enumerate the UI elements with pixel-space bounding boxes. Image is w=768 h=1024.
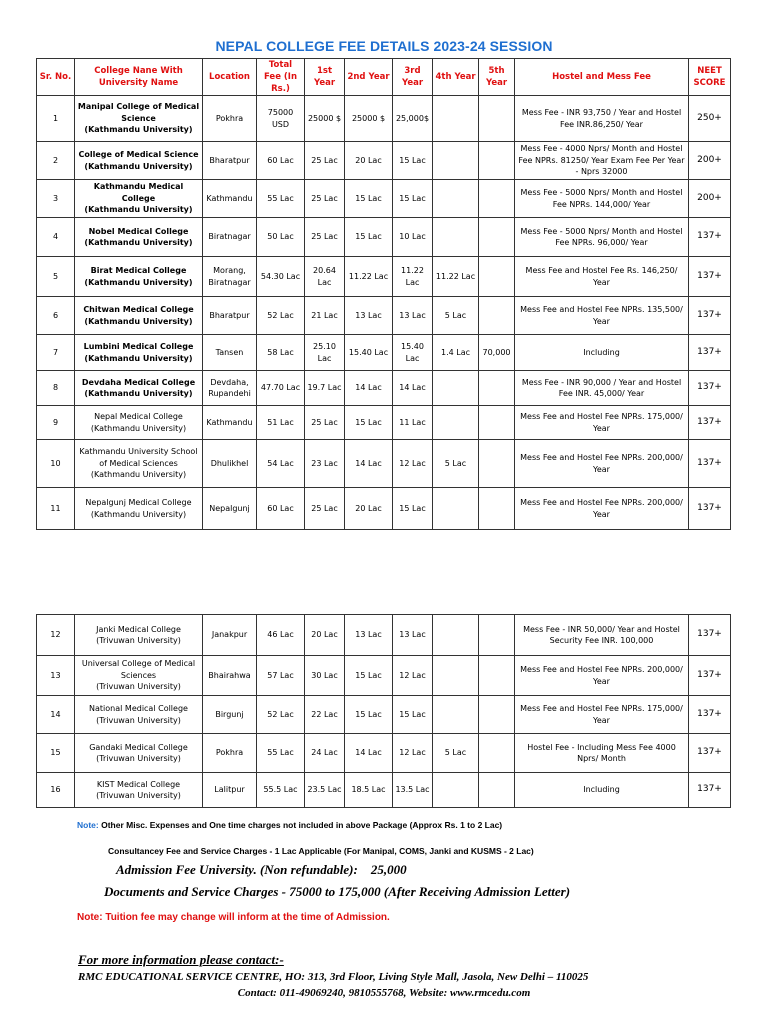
year1-cell: 23 Lac [305, 440, 345, 488]
hostel-fee-cell: Mess Fee and Hostel Fee NPRs. 200,000/ Year [515, 656, 689, 696]
table-row [37, 297, 731, 335]
university-name: (Kathmandu University) [84, 205, 193, 215]
college-name: Janki Medical College [96, 624, 181, 634]
total-fee-cell: 55.5 Lac [257, 773, 305, 808]
note-text: Other Misc. Expenses and One time charges not included in above Package (Approx Rs. 1 to 2 Lac) [101, 820, 503, 830]
year5-cell [479, 696, 515, 734]
university-name: (Trivuwan University) [96, 715, 181, 725]
college-name: Nobel Medical College [88, 226, 189, 236]
total-fee-cell: 50 Lac [257, 218, 305, 257]
header-total: Total Fee (In Rs.) [257, 59, 305, 96]
year5-cell [479, 96, 515, 142]
location-cell: Pokhra [203, 734, 257, 773]
table-row [37, 734, 731, 773]
college-name: Birat Medical College [90, 266, 187, 275]
table-row [37, 218, 731, 257]
university-name: (Trivuwan University) [96, 791, 181, 800]
year4-cell: 11.22 Lac [433, 257, 479, 297]
year3-cell: 25,000$ [393, 96, 433, 142]
year3-cell: 11.22 Lac [393, 257, 433, 297]
university-name: (Kathmandu University) [84, 161, 193, 171]
total-fee-cell: 55 Lac [257, 180, 305, 218]
location-cell: Kathmandu [203, 406, 257, 440]
consultancy-fee-line: Consultancey Fee and Service Charges - 1 Lac Applicable (For Manipal, COMS, Janki and KUSMS - 2 Lac) [108, 846, 534, 856]
hostel-fee-cell: Mess Fee - INR 50,000/ Year and Hostel Security Fee INR. 100,000 [515, 615, 689, 656]
admission-fee-line: Admission Fee University. (Non refundable): 25,000 [116, 862, 407, 877]
neet-score-cell: 137+ [689, 335, 731, 371]
hostel-fee-cell: Mess Fee - 5000 Nprs/ Month and Hostel Fee NPRs. 144,000/ Year [515, 180, 689, 218]
total-fee-cell: 52 Lac [257, 297, 305, 335]
year2-cell: 15 Lac [345, 696, 393, 734]
college-name: Nepalgunj Medical College [85, 498, 192, 507]
university-name: (Trivuwan University) [96, 636, 181, 645]
university-name: (Trivuwan University) [96, 682, 181, 692]
year3-cell: 15 Lac [393, 142, 433, 180]
location-cell: Pokhra [203, 96, 257, 142]
college-cell [75, 142, 203, 180]
table-row [37, 773, 731, 808]
year3-cell: 15 Lac [393, 488, 433, 530]
table-row [37, 180, 731, 218]
sr-cell: 12 [37, 615, 75, 656]
college-cell [75, 180, 203, 218]
header-neet: NEET SCORE [689, 59, 731, 96]
college-name: National Medical College [89, 704, 188, 713]
hostel-fee-cell: Mess Fee - INR 93,750 / Year and Hostel Fee INR.86,250/ Year [515, 96, 689, 142]
college-name: Devdaha Medical College [81, 377, 196, 387]
total-fee-cell: 75000 USD [257, 96, 305, 142]
neet-score-cell: 137+ [689, 773, 731, 808]
total-fee-cell: 47.70 Lac [257, 371, 305, 406]
year1-cell: 19.7 Lac [305, 371, 345, 406]
header-year5: 5th Year [479, 59, 515, 96]
location-cell: Biratnagar [203, 218, 257, 257]
year4-cell [433, 142, 479, 180]
year5-cell [479, 142, 515, 180]
year1-cell: 25 Lac [305, 488, 345, 530]
table-row [37, 696, 731, 734]
table-row [37, 371, 731, 406]
year3-cell: 15 Lac [393, 180, 433, 218]
college-cell [75, 440, 203, 488]
year4-cell [433, 96, 479, 142]
year3-cell: 12 Lac [393, 734, 433, 773]
total-fee-cell: 52 Lac [257, 696, 305, 734]
neet-score-cell: 137+ [689, 406, 731, 440]
year4-cell [433, 218, 479, 257]
college-name: Kathmandu Medical College [93, 182, 184, 203]
college-cell [75, 488, 203, 530]
college-cell [75, 297, 203, 335]
sr-cell: 6 [37, 297, 75, 335]
year3-cell: 13 Lac [393, 297, 433, 335]
university-name: (Kathmandu University) [84, 238, 193, 247]
college-name: KIST Medical College [96, 779, 181, 789]
college-cell [75, 257, 203, 297]
year5-cell [479, 297, 515, 335]
year4-cell [433, 656, 479, 696]
year2-cell: 15 Lac [345, 180, 393, 218]
university-name: (Kathmandu University) [90, 509, 187, 519]
sr-cell: 7 [37, 335, 75, 371]
year1-cell: 23.5 Lac [305, 773, 345, 808]
neet-score-cell: 200+ [689, 180, 731, 218]
year2-cell: 15 Lac [345, 656, 393, 696]
location-cell: Dhulikhel [203, 440, 257, 488]
year5-cell [479, 371, 515, 406]
year2-cell: 15 Lac [345, 406, 393, 440]
year4-cell: 5 Lac [433, 734, 479, 773]
university-name: (Kathmandu University) [84, 389, 193, 398]
college-name: Chitwan Medical College [83, 305, 194, 314]
sr-cell: 14 [37, 696, 75, 734]
year2-cell: 20 Lac [345, 142, 393, 180]
total-fee-cell: 54 Lac [257, 440, 305, 488]
year1-cell: 20.64 Lac [305, 257, 345, 297]
year4-cell [433, 696, 479, 734]
year2-cell: 15.40 Lac [345, 335, 393, 371]
total-fee-cell: 58 Lac [257, 335, 305, 371]
hostel-fee-cell: Including [515, 773, 689, 808]
year4-cell: 5 Lac [433, 440, 479, 488]
sr-cell: 15 [37, 734, 75, 773]
total-fee-cell: 46 Lac [257, 615, 305, 656]
college-cell [75, 335, 203, 371]
total-fee-cell: 51 Lac [257, 406, 305, 440]
sr-cell: 16 [37, 773, 75, 808]
neet-score-cell: 137+ [689, 656, 731, 696]
sr-cell: 5 [37, 257, 75, 297]
location-cell: Bhairahwa [203, 656, 257, 696]
year5-cell [479, 406, 515, 440]
header-location: Location [203, 59, 257, 96]
location-cell: Nepalgunj [203, 488, 257, 530]
note-label: Note: [77, 820, 99, 830]
table-row [37, 615, 731, 656]
tuition-change-note: Note: Tuition fee may change will inform at the time of Admission. [77, 912, 390, 923]
sr-cell: 13 [37, 656, 75, 696]
location-cell: Janakpur [203, 615, 257, 656]
total-fee-cell: 55 Lac [257, 734, 305, 773]
hostel-fee-cell: Mess Fee and Hostel Fee Rs. 146,250/ Year [515, 257, 689, 297]
college-name: Nepal Medical College [94, 412, 183, 421]
hostel-fee-cell: Mess Fee and Hostel Fee NPRs. 175,000/ Year [515, 406, 689, 440]
hostel-fee-cell: Mess Fee and Hostel Fee NPRs. 200,000/ Year [515, 488, 689, 530]
sr-cell: 4 [37, 218, 75, 257]
neet-score-cell: 200+ [689, 142, 731, 180]
year5-cell [479, 656, 515, 696]
college-cell [75, 656, 203, 696]
college-name: Gandaki Medical College [89, 742, 188, 752]
year5-cell [479, 615, 515, 656]
college-name: Universal College of Medical Sciences [81, 659, 196, 680]
table-row [37, 440, 731, 488]
year4-cell [433, 488, 479, 530]
year2-cell: 20 Lac [345, 488, 393, 530]
neet-score-cell: 137+ [689, 488, 731, 530]
year5-cell [479, 218, 515, 257]
college-name: Kathmandu University School of Medical Sciences [79, 447, 198, 468]
year4-cell [433, 371, 479, 406]
year1-cell: 25 Lac [305, 406, 345, 440]
neet-score-cell: 137+ [689, 734, 731, 773]
location-cell: Lalitpur [203, 773, 257, 808]
hostel-fee-cell: Mess Fee and Hostel Fee NPRs. 135,500/ Year [515, 297, 689, 335]
table-row [37, 488, 731, 530]
year3-cell: 15 Lac [393, 696, 433, 734]
fee-table-kathmandu [36, 58, 731, 530]
sr-cell: 1 [37, 96, 75, 142]
college-name: College of Medical Science [78, 150, 199, 159]
neet-score-cell: 137+ [689, 218, 731, 257]
table-row [37, 96, 731, 142]
neet-score-cell: 137+ [689, 257, 731, 297]
year1-cell: 21 Lac [305, 297, 345, 335]
year2-cell: 13 Lac [345, 615, 393, 656]
year1-cell: 20 Lac [305, 615, 345, 656]
year2-cell: 14 Lac [345, 371, 393, 406]
year5-cell [479, 734, 515, 773]
table-row [37, 257, 731, 297]
table-row [37, 406, 731, 440]
university-name: (Trivuwan University) [96, 754, 181, 763]
header-hostel: Hostel and Mess Fee [515, 59, 689, 96]
year4-cell [433, 773, 479, 808]
year1-cell: 25 Lac [305, 180, 345, 218]
college-cell [75, 406, 203, 440]
year1-cell: 25 Lac [305, 218, 345, 257]
location-cell: Bharatpur [203, 142, 257, 180]
hostel-fee-cell: Mess Fee - 5000 Nprs/ Month and Hostel Fee NPRs. 96,000/ Year [515, 218, 689, 257]
location-cell: Birgunj [203, 696, 257, 734]
header-year3: 3rd Year [393, 59, 433, 96]
header-year2: 2nd Year [345, 59, 393, 96]
year2-cell: 14 Lac [345, 734, 393, 773]
fee-table-trivuwan [36, 614, 731, 808]
total-fee-cell: 57 Lac [257, 656, 305, 696]
year2-cell: 14 Lac [345, 440, 393, 488]
year4-cell: 1.4 Lac [433, 335, 479, 371]
hostel-fee-cell: Mess Fee - 4000 Nprs/ Month and Hostel Fee NPRs. 81250/ Year Exam Fee Per Year - Nprs 32000 [515, 142, 689, 180]
year2-cell: 25000 $ [345, 96, 393, 142]
header-year4: 4th Year [433, 59, 479, 96]
sr-cell: 3 [37, 180, 75, 218]
college-cell [75, 696, 203, 734]
total-fee-cell: 60 Lac [257, 142, 305, 180]
year2-cell: 18.5 Lac [345, 773, 393, 808]
year5-cell [479, 488, 515, 530]
college-name: Lumbini Medical College [83, 342, 194, 351]
year1-cell: 25.10 Lac [305, 335, 345, 371]
year4-cell [433, 406, 479, 440]
page-title: NEPAL COLLEGE FEE DETAILS 2023-24 SESSION [215, 38, 553, 54]
college-cell [75, 773, 203, 808]
office-address: RMC EDUCATIONAL SERVICE CENTRE, HO: 313, 3rd Floor, Living Style Mall, Jasola, New Delhi – 110025 [78, 971, 589, 983]
year3-cell: 13 Lac [393, 615, 433, 656]
university-name: (Kathmandu University) [84, 316, 193, 326]
neet-score-cell: 137+ [689, 440, 731, 488]
location-cell: Tansen [203, 335, 257, 371]
location-cell: Kathmandu [203, 180, 257, 218]
year3-cell: 12 Lac [393, 656, 433, 696]
table-row [37, 335, 731, 371]
contact-heading: For more information please contact:- [78, 952, 284, 967]
year5-cell: 70,000 [479, 335, 515, 371]
year3-cell: 10 Lac [393, 218, 433, 257]
year2-cell: 11.22 Lac [345, 257, 393, 297]
year4-cell: 5 Lac [433, 297, 479, 335]
university-name: (Kathmandu University) [90, 470, 187, 480]
year1-cell: 24 Lac [305, 734, 345, 773]
year2-cell: 13 Lac [345, 297, 393, 335]
college-cell [75, 615, 203, 656]
location-cell: Bharatpur [203, 297, 257, 335]
year5-cell [479, 440, 515, 488]
college-name: Manipal College of Medical Science [77, 102, 200, 123]
university-name: (Kathmandu University) [84, 353, 193, 363]
documents-charges-line: Documents and Service Charges - 75000 to 175,000 (After Receiving Admission Letter) [104, 884, 571, 899]
year3-cell: 12 Lac [393, 440, 433, 488]
total-fee-cell: 54.30 Lac [257, 257, 305, 297]
location-cell: Devdaha, Rupandehi [203, 371, 257, 406]
neet-score-cell: 137+ [689, 371, 731, 406]
hostel-fee-cell: Hostel Fee - Including Mess Fee 4000 Nprs/ Month [515, 734, 689, 773]
sr-cell: 10 [37, 440, 75, 488]
college-cell [75, 218, 203, 257]
neet-score-cell: 137+ [689, 696, 731, 734]
location-cell: Morang, Biratnagar [203, 257, 257, 297]
hostel-fee-cell: Mess Fee and Hostel Fee NPRs. 175,000/ Year [515, 696, 689, 734]
header-row [37, 59, 731, 96]
sr-cell: 8 [37, 371, 75, 406]
year4-cell [433, 615, 479, 656]
university-name: (Kathmandu University) [90, 423, 187, 433]
college-cell [75, 371, 203, 406]
neet-score-cell: 250+ [689, 96, 731, 142]
year2-cell: 15 Lac [345, 218, 393, 257]
header-sr: Sr. No. [37, 59, 75, 96]
college-cell [75, 96, 203, 142]
year1-cell: 25000 $ [305, 96, 345, 142]
header-year1: 1st Year [305, 59, 345, 96]
hostel-fee-cell: Including [515, 335, 689, 371]
year5-cell [479, 773, 515, 808]
college-cell [75, 734, 203, 773]
year1-cell: 25 Lac [305, 142, 345, 180]
year5-cell [479, 180, 515, 218]
total-fee-cell: 60 Lac [257, 488, 305, 530]
year1-cell: 22 Lac [305, 696, 345, 734]
contact-details: Contact: 011-49069240, 9810555768, Website: www.rmcedu.com [237, 987, 531, 999]
header-college: College Nane With University Name [75, 59, 203, 96]
hostel-fee-cell: Mess Fee and Hostel Fee NPRs. 200,000/ Year [515, 440, 689, 488]
misc-expenses-note [77, 820, 502, 830]
table-row [37, 656, 731, 696]
sr-cell: 2 [37, 142, 75, 180]
neet-score-cell: 137+ [689, 615, 731, 656]
year3-cell: 15.40 Lac [393, 335, 433, 371]
year4-cell [433, 180, 479, 218]
year5-cell [479, 257, 515, 297]
hostel-fee-cell: Mess Fee - INR 90,000 / Year and Hostel Fee INR. 45,000/ Year [515, 371, 689, 406]
neet-score-cell: 137+ [689, 297, 731, 335]
sr-cell: 9 [37, 406, 75, 440]
year3-cell: 14 Lac [393, 371, 433, 406]
year3-cell: 13.5 Lac [393, 773, 433, 808]
sr-cell: 11 [37, 488, 75, 530]
year1-cell: 30 Lac [305, 656, 345, 696]
year3-cell: 11 Lac [393, 406, 433, 440]
table-row [37, 142, 731, 180]
university-name: (Kathmandu University) [84, 125, 193, 135]
university-name: (Kathmandu University) [84, 277, 193, 287]
